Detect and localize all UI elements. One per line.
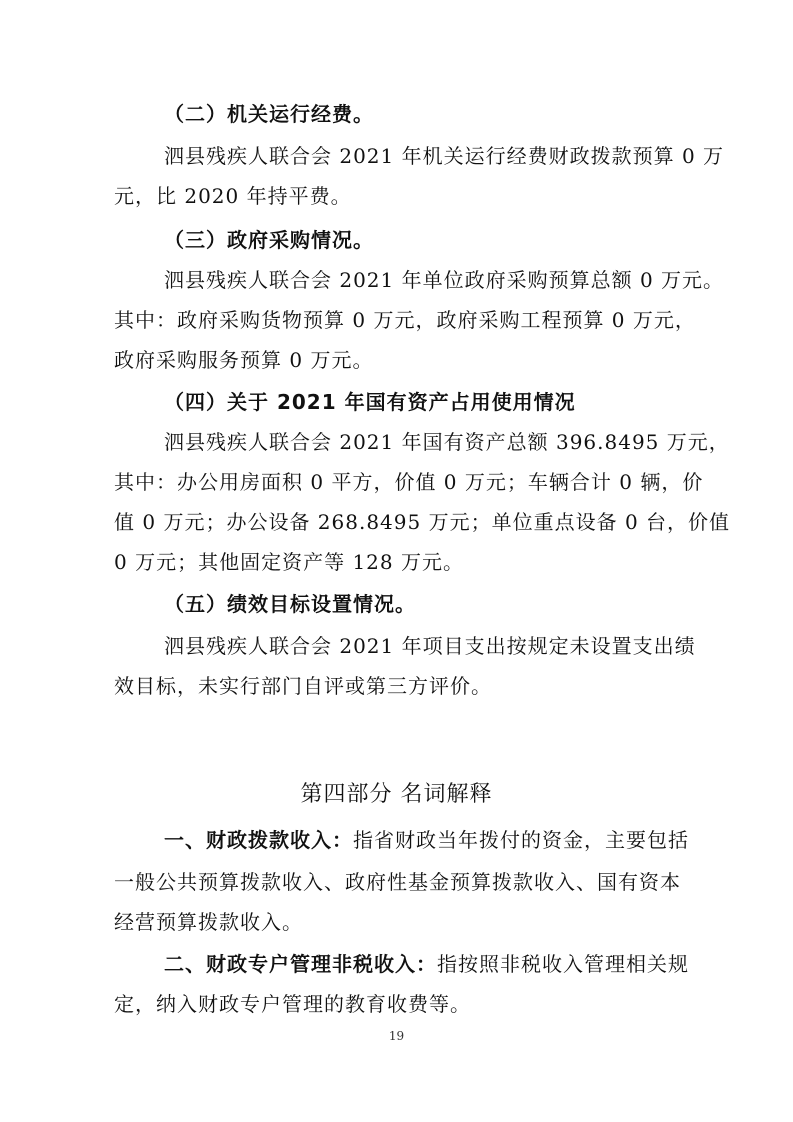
term-definition-text: 指省财政当年拨付的资金，主要包括 [353, 828, 689, 852]
heading-state-assets: （四）关于 2021 年国有资产占用使用情况 [164, 390, 576, 414]
paragraph-line: 定，纳入财政专户管理的教育收费等。 [114, 992, 471, 1016]
page-number: 19 [388, 1029, 405, 1043]
paragraph-line: 泗县残疾人联合会 2021 年单位政府采购预算总额 0 万元。 [164, 268, 725, 292]
part-four-title: 第四部分 名词解释 [300, 782, 493, 807]
paragraph-line: 泗县残疾人联合会 2021 年国有资产总额 396.8495 万元， [164, 430, 730, 454]
paragraph-line: 效目标，未实行部门自评或第三方评价。 [114, 674, 492, 698]
term-definition-line [164, 826, 689, 854]
heading-operating-costs: （二）机关运行经费。 [164, 102, 374, 126]
paragraph-line: 泗县残疾人联合会 2021 年机关运行经费财政拨款预算 0 万 [164, 144, 725, 168]
paragraph-line: 经营预算拨款收入。 [114, 910, 303, 934]
paragraph-line: 泗县残疾人联合会 2021 年项目支出按规定未设置支出绩 [164, 634, 696, 658]
paragraph-line: 政府采购服务预算 0 万元。 [114, 348, 374, 372]
term-financial-appropriation: 一、财政拨款收入： [164, 828, 353, 852]
paragraph-line: 元，比 2020 年持平费。 [114, 184, 352, 208]
paragraph-line: 其中：办公用房面积 0 平方，价值 0 万元；车辆合计 0 辆，价 [114, 470, 704, 494]
term-definition-line [164, 950, 689, 978]
heading-procurement: （三）政府采购情况。 [164, 228, 374, 252]
paragraph-line: 0 万元；其他固定资产等 128 万元。 [114, 550, 464, 574]
term-special-account-revenue: 二、财政专户管理非税收入： [164, 952, 437, 976]
paragraph-line: 一般公共预算拨款收入、政府性基金预算拨款收入、国有资本 [114, 870, 681, 894]
paragraph-line: 其中：政府采购货物预算 0 万元，政府采购工程预算 0 万元， [114, 308, 696, 332]
term-definition-text: 指按照非税收入管理相关规 [437, 952, 689, 976]
paragraph-line: 值 0 万元；办公设备 268.8495 万元；单位重点设备 0 台，价值 [114, 510, 731, 534]
heading-performance: （五）绩效目标设置情况。 [164, 592, 416, 616]
